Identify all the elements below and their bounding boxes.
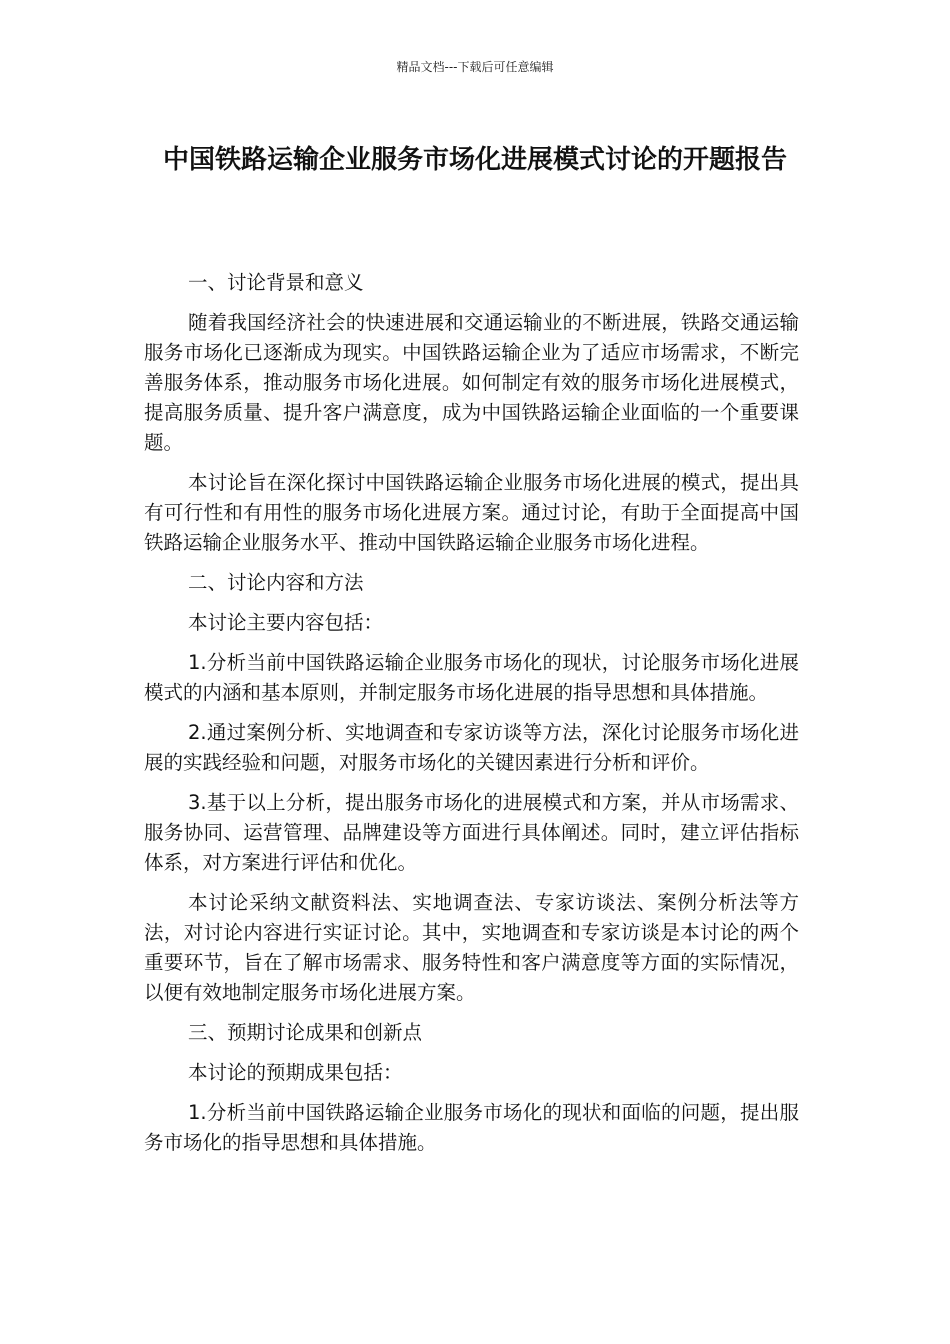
list-item-content-1: 1.分析当前中国铁路运输企业服务市场化的现状，讨论服务市场化进展模式的内涵和基本原则，并制定服务市场化进展的指导思想和具体措施。 [144, 651, 799, 704]
section-heading-background: 一、讨论背景和意义 [188, 271, 364, 294]
header-note: 精品文档---下载后可任意编辑 [396, 60, 554, 74]
document-title: 中国铁路运输企业服务市场化进展模式讨论的开题报告 [162, 145, 787, 175]
paragraph-content-intro: 本讨论主要内容包括： [188, 611, 384, 634]
paragraph-background: 随着我国经济社会的快速进展和交通运输业的不断进展，铁路交通运输服务市场化已逐渐成为现实。中国铁路运输企业为了适应市场需求，不断完善服务体系，推动服务市场化进展。如何制定有效的服务市场化进展模式，提高服务质量、提升客户满意度，成为中国铁路运输企业面临的一个重要课题。 [144, 311, 799, 454]
list-item-results-1: 1.分析当前中国铁路运输企业服务市场化的现状和面临的问题，提出服务市场化的指导思想和具体措施。 [144, 1101, 799, 1154]
paragraph-purpose: 本讨论旨在深化探讨中国铁路运输企业服务市场化进展的模式，提出具有可行性和有用性的服务市场化进展方案。通过讨论，有助于全面提高中国铁路运输企业服务水平、推动中国铁路运输企业服务市场化进程。 [144, 471, 799, 554]
list-item-content-2: 2.通过案例分析、实地调查和专家访谈等方法，深化讨论服务市场化进展的实践经验和问题，对服务市场化的关键因素进行分析和评价。 [144, 721, 799, 774]
list-item-content-3: 3.基于以上分析，提出服务市场化的进展模式和方案，并从市场需求、服务协同、运营管理、品牌建设等方面进行具体阐述。同时，建立评估指标体系，对方案进行评估和优化。 [144, 791, 799, 874]
section-heading-content-methods: 二、讨论内容和方法 [188, 571, 364, 594]
paragraph-methods: 本讨论采纳文献资料法、实地调查法、专家访谈法、案例分析法等方法，对讨论内容进行实证讨论。其中，实地调查和专家访谈是本讨论的两个重要环节，旨在了解市场需求、服务特性和客户满意度等方面的实际情况，以便有效地制定服务市场化进展方案。 [144, 891, 799, 1004]
document-body [144, 268, 799, 1168]
section-heading-expected-results: 三、预期讨论成果和创新点 [188, 1021, 423, 1044]
paragraph-results-intro: 本讨论的预期成果包括： [188, 1061, 403, 1084]
